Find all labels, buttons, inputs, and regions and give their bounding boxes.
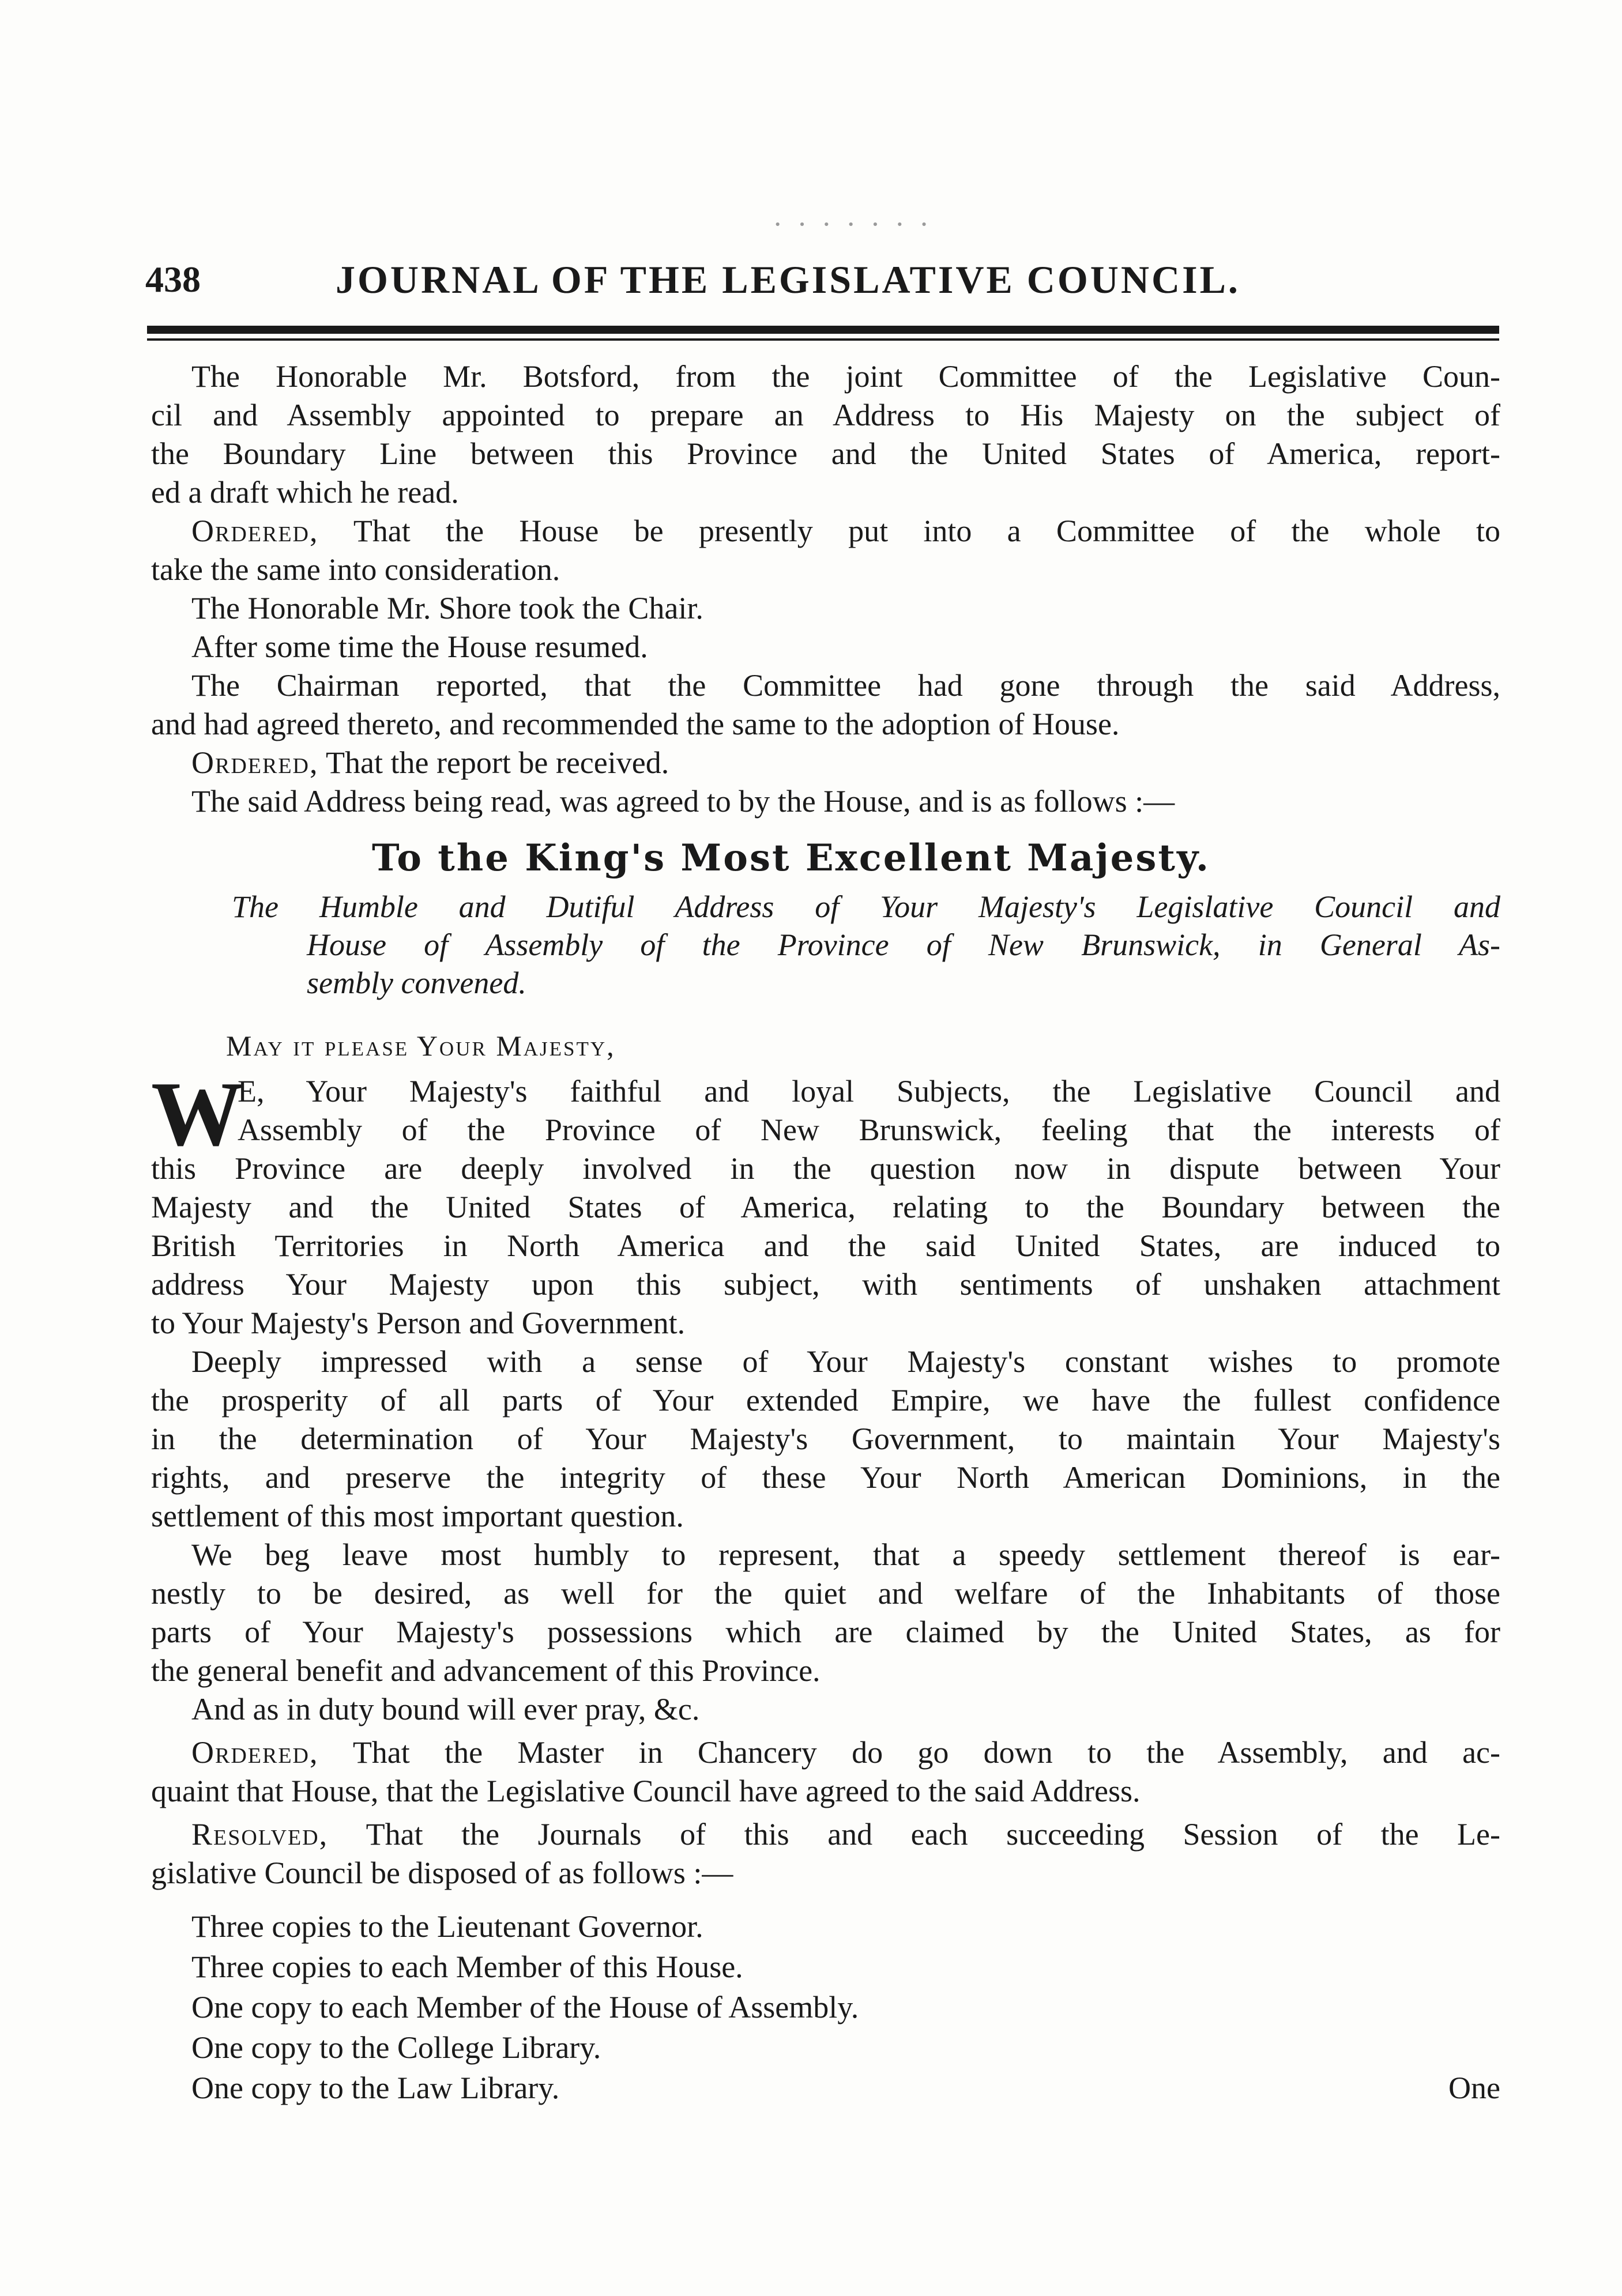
ordered-label: Ordered, bbox=[191, 1735, 319, 1770]
text-line: The Humble and Dutiful Address of Your Majesty's Legislative Council and bbox=[232, 889, 1500, 924]
resolved-text: That the Journals of this and each succeeding Session of the Le- bbox=[328, 1817, 1500, 1852]
text-line: to Your Majesty's Person and Government. bbox=[151, 1306, 686, 1340]
closing-line: And as in duty bound will ever pray, &c. bbox=[191, 1692, 700, 1726]
text-line: nestly to be desired, as well for the quiet and welfare of the Inhabitants of those bbox=[151, 1576, 1500, 1611]
committee-report-paragraph bbox=[151, 357, 1500, 512]
text-line: the Boundary Line between this Province and the United States of America, report- bbox=[151, 436, 1500, 471]
chair-line: The Honorable Mr. Shore took the Chair. bbox=[191, 591, 703, 625]
list-item: One copy to the Law Library. bbox=[191, 2071, 560, 2105]
address-paragraph-2 bbox=[151, 1343, 1500, 1536]
text-line: settlement of this most important question. bbox=[151, 1499, 684, 1533]
address-read-line: The said Address being read, was agreed to by the House, and is as follows :— bbox=[191, 784, 1175, 819]
ordered-label: Ordered, bbox=[191, 745, 319, 780]
text-line: parts of Your Majesty's possessions which are claimed by the United States, as for bbox=[151, 1615, 1500, 1649]
text-line: the general benefit and advancement of this Province. bbox=[151, 1653, 821, 1688]
text-line: rights, and preserve the integrity of these Your North American Dominions, in the bbox=[151, 1460, 1500, 1495]
text-line: Majesty and the United States of America, relating to the Boundary between the bbox=[151, 1190, 1500, 1224]
drop-cap: W bbox=[151, 1062, 243, 1165]
text-line: Deeply impressed with a sense of Your Majesty's constant wishes to promote bbox=[191, 1344, 1500, 1379]
last-list-row bbox=[191, 2068, 1500, 2108]
header-rule-thin bbox=[147, 338, 1499, 341]
text-line: cil and Assembly appointed to prepare an Address to His Majesty on the subject of bbox=[151, 398, 1500, 432]
text-line: British Territories in North America and the said United States, are induced to bbox=[151, 1228, 1500, 1263]
catchword: One bbox=[1448, 2071, 1500, 2105]
text-line: House of Assembly of the Province of New Brunswick, in General As- bbox=[307, 928, 1500, 962]
text-line: this Province are deeply involved in the question now in dispute between Your bbox=[151, 1151, 1500, 1186]
ordered-report-line bbox=[151, 744, 1500, 782]
text-line: ed a draft which he read. bbox=[151, 475, 459, 510]
text-line bbox=[151, 1815, 1500, 1854]
text-line: The Honorable Mr. Botsford, from the joint Committee of the Legislative Coun- bbox=[191, 359, 1500, 394]
address-paragraph-1 bbox=[151, 1062, 1500, 1343]
chairman-report-paragraph bbox=[151, 666, 1500, 744]
text-line: We beg leave most humbly to represent, that a speedy settlement thereof is ear- bbox=[191, 1537, 1500, 1572]
ordered-text: That the House be presently put into a Committee of the whole to bbox=[318, 514, 1500, 548]
text-line: sembly convened. bbox=[307, 966, 526, 1000]
list-item: Three copies to each Member of this House. bbox=[191, 1950, 743, 1984]
text-line bbox=[151, 512, 1500, 551]
ordered-text: That the report be received. bbox=[318, 745, 669, 780]
resolved-paragraph bbox=[151, 1815, 1500, 1892]
resolved-label: Resolved, bbox=[191, 1817, 329, 1852]
ordered-text: That the Master in Chancery do go down to the Assembly, and ac- bbox=[318, 1735, 1500, 1770]
ordered-committee-paragraph bbox=[151, 512, 1500, 589]
list-item: One copy to the College Library. bbox=[191, 2030, 601, 2065]
text-line: and had agreed thereto, and recommended the same to the adoption of House. bbox=[151, 707, 1120, 741]
text-line: E, Your Majesty's faithful and loyal Subjects, the Legislative Council and bbox=[238, 1074, 1500, 1109]
text-line: The Chairman reported, that the Committee had gone through the said Address, bbox=[191, 668, 1500, 703]
text-line: Assembly of the Province of New Brunswick, feeling that the interests of bbox=[238, 1113, 1500, 1147]
text-line: take the same into consideration. bbox=[151, 552, 560, 587]
text-line: quaint that House, that the Legislative Council have agreed to the said Address. bbox=[151, 1774, 1141, 1808]
header-rule-thick bbox=[147, 326, 1499, 334]
bleed-through-mark: · · · · · · · bbox=[773, 208, 933, 241]
text-line: address Your Majesty upon this subject, with sentiments of unshaken attachment bbox=[151, 1267, 1500, 1302]
text-line: in the determination of Your Majesty's Government, to maintain Your Majesty's bbox=[151, 1422, 1500, 1456]
list-item: Three copies to the Lieutenant Governor. bbox=[191, 1909, 703, 1944]
ordered-master-paragraph bbox=[151, 1733, 1500, 1811]
salutation: May it please Your Majesty, bbox=[226, 1030, 616, 1062]
text-line bbox=[151, 1733, 1500, 1772]
text-line: the prosperity of all parts of Your extended Empire, we have the fullest confidence bbox=[151, 1383, 1500, 1417]
page-header bbox=[145, 254, 1500, 317]
address-title: To the King's Most Excellent Majesty. bbox=[371, 836, 1211, 880]
distribution-list bbox=[151, 1906, 1500, 2108]
running-title: JOURNAL OF THE LEGISLATIVE COUNCIL. bbox=[336, 258, 1240, 301]
text-line: gislative Council be disposed of as follows :— bbox=[151, 1856, 733, 1890]
list-item: One copy to each Member of the House of Assembly. bbox=[191, 1990, 859, 2024]
journal-body bbox=[151, 357, 1500, 2108]
address-subtitle bbox=[151, 888, 1500, 1002]
resumed-line: After some time the House resumed. bbox=[191, 629, 648, 664]
address-paragraph-3 bbox=[151, 1536, 1500, 1690]
page-number: 438 bbox=[145, 259, 201, 300]
ordered-label: Ordered, bbox=[191, 514, 319, 548]
